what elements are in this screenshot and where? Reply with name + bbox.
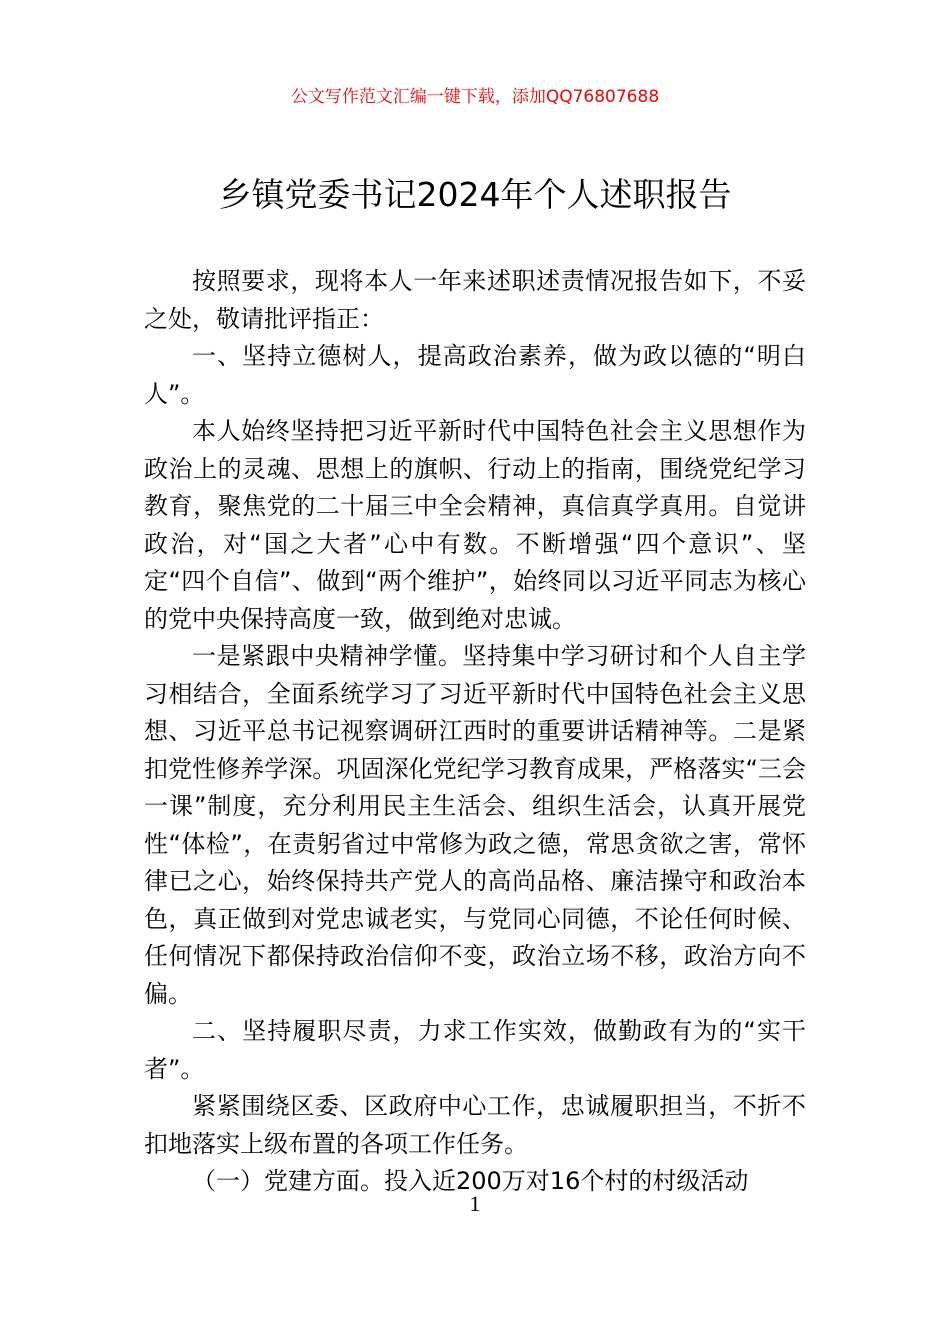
section-heading-2: 二、坚持履职尽责，力求工作实效，做勤政有为的“实干者”。 — [144, 1017, 806, 1083]
download-banner: 公文写作范文汇编一键下载，添加QQ76807688 — [290, 87, 660, 107]
page-number: 1 — [469, 1191, 481, 1216]
paragraph: 本人始终坚持把习近平新时代中国特色社会主义思想作为政治上的灵魂、思想上的旗帜、行动上的指南，围绕党纪学习教育，聚焦党的二十届三中全会精神，真信真学真用。自觉讲政治，对“国之大者”心中有数。不断增强“四个意识”、坚定“四个自信”、做到“两个维护”，始终同以习近平同志为核心的党中央保持高度一致，做到绝对忠诚。 — [144, 417, 806, 633]
document-title: 乡镇党委书记2024年个人述职报告 — [218, 175, 732, 214]
paragraph: 一是紧跟中央精神学懂。坚持集中学习研讨和个人自主学习相结合，全面系统学习了习近平新时代中国特色社会主义思想、习近平总书记视察调研江西时的重要讲话精神等。二是紧扣党性修养学深。巩固深化党纪学习教育成果，严格落实“三会一课”制度，充分利用民主生活会、组织生活会，认真开展党性“体检”，在责躬省过中常修为政之德，常思贪欲之害，常怀律已之心，始终保持共产党人的高尚品格、廉洁操守和政治本色，真正做到对党忠诚老实，与党同心同德，不论任何时候、任何情况下都保持政治信仰不变，政治立场不移，政治方向不偏。 — [144, 642, 806, 1008]
paragraph: 紧紧围绕区委、区政府中心工作，忠诚履职担当，不折不扣地落实上级布置的各项工作任务。 — [144, 1092, 806, 1158]
document-body — [144, 263, 806, 1201]
paragraph-intro: 按照要求，现将本人一年来述职述责情况报告如下，不妥之处，敬请批评指正： — [144, 267, 806, 333]
subsection-heading: （一）党建方面。投入近200万对16个村的村级活动 — [192, 1167, 749, 1195]
section-heading-1: 一、坚持立德树人，提高政治素养，做为政以德的“明白人”。 — [144, 342, 806, 408]
